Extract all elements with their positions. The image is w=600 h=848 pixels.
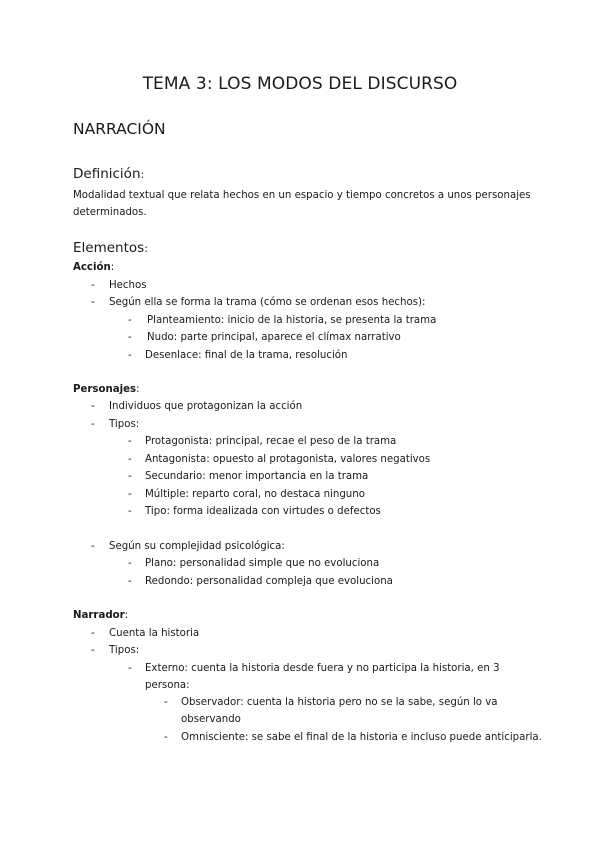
bullet-dash: - xyxy=(128,454,132,465)
bullet-dash: - xyxy=(128,436,132,447)
definicion-text-line2: determinados. xyxy=(73,207,147,218)
list-item: Hechos xyxy=(109,280,147,291)
elementos-heading xyxy=(73,240,148,256)
list-item: Tipos: xyxy=(109,419,140,430)
personajes-label-text: Personajes xyxy=(73,384,137,395)
narrador-colon: : xyxy=(124,610,129,621)
bullet-dash: - xyxy=(128,315,132,326)
accion-colon: : xyxy=(110,262,115,273)
definicion-heading xyxy=(73,166,144,182)
definicion-text xyxy=(73,187,533,221)
definicion-text-line1: Modalidad textual que relata hechos en un espacio y tiempo concretos a unos personajes xyxy=(73,190,531,201)
bullet-dash: - xyxy=(128,489,132,500)
page-title: TEMA 3: LOS MODOS DEL DISCURSO xyxy=(142,74,458,94)
personajes-colon: : xyxy=(136,384,140,395)
bullet-dash: - xyxy=(164,732,168,743)
personajes-label xyxy=(73,384,140,395)
bullet-dash: - xyxy=(91,297,95,308)
accion-label xyxy=(73,262,114,273)
elementos-colon: : xyxy=(144,242,148,255)
bullet-dash: - xyxy=(91,401,95,412)
list-subitem: Antagonista: opuesto al protagonista, valores negativos xyxy=(145,454,431,465)
bullet-dash: - xyxy=(128,350,132,361)
list-subitem-continuation: persona: xyxy=(145,680,190,691)
bullet-dash: - xyxy=(91,628,95,639)
section-heading: NARRACIÓN xyxy=(73,120,166,138)
list-subitem: Múltiple: reparto coral, no destaca ninguno xyxy=(145,489,365,500)
list-subsubitem: Omnisciente: se sabe el final de la historia e incluso puede anticiparla. xyxy=(181,732,542,743)
list-subitem: Nudo: parte principal, aparece el clímax narrativo xyxy=(147,332,401,343)
narrador-label xyxy=(73,610,128,621)
list-item: Tipos: xyxy=(109,645,140,656)
list-subitem: Redondo: personalidad compleja que evoluciona xyxy=(145,576,393,587)
list-subitem: Desenlace: final de la trama, resolución xyxy=(145,350,348,361)
list-subitem: Externo: cuenta la historia desde fuera y no participa la historia, en 3 xyxy=(145,663,500,674)
list-subitem: Planteamiento: inicio de la historia, se presenta la trama xyxy=(147,315,437,326)
list-subitem: Secundario: menor importancia en la trama xyxy=(145,471,369,482)
bullet-dash: - xyxy=(164,697,168,708)
bullet-dash: - xyxy=(128,576,132,587)
elementos-heading-text: Elementos xyxy=(73,240,145,256)
bullet-dash: - xyxy=(91,280,95,291)
bullet-dash: - xyxy=(128,332,132,343)
bullet-dash: - xyxy=(128,506,132,517)
narrador-label-text: Narrador xyxy=(73,610,125,621)
bullet-dash: - xyxy=(128,663,132,674)
list-item: Según su complejidad psicológica: xyxy=(109,541,285,552)
list-item: Cuenta la historia xyxy=(109,628,200,639)
bullet-dash: - xyxy=(91,541,95,552)
list-item: Individuos que protagonizan la acción xyxy=(109,401,303,412)
bullet-dash: - xyxy=(91,419,95,430)
definicion-colon: : xyxy=(140,168,145,181)
bullet-dash: - xyxy=(128,558,132,569)
list-subitem: Protagonista: principal, recae el peso de la trama xyxy=(145,436,397,447)
bullet-dash: - xyxy=(128,471,132,482)
list-subitem: Tipo: forma idealizada con virtudes o defectos xyxy=(145,506,381,517)
list-subsubitem: Observador: cuenta la historia pero no se la sabe, según lo va xyxy=(181,697,498,708)
list-item: Según ella se forma la trama (cómo se ordenan esos hechos): xyxy=(109,297,426,308)
bullet-dash: - xyxy=(91,645,95,656)
list-subsubitem-continuation: observando xyxy=(181,714,241,725)
list-subitem: Plano: personalidad simple que no evoluciona xyxy=(145,558,380,569)
accion-label-text: Acción xyxy=(73,262,111,273)
definicion-heading-text: Definición xyxy=(73,166,141,182)
